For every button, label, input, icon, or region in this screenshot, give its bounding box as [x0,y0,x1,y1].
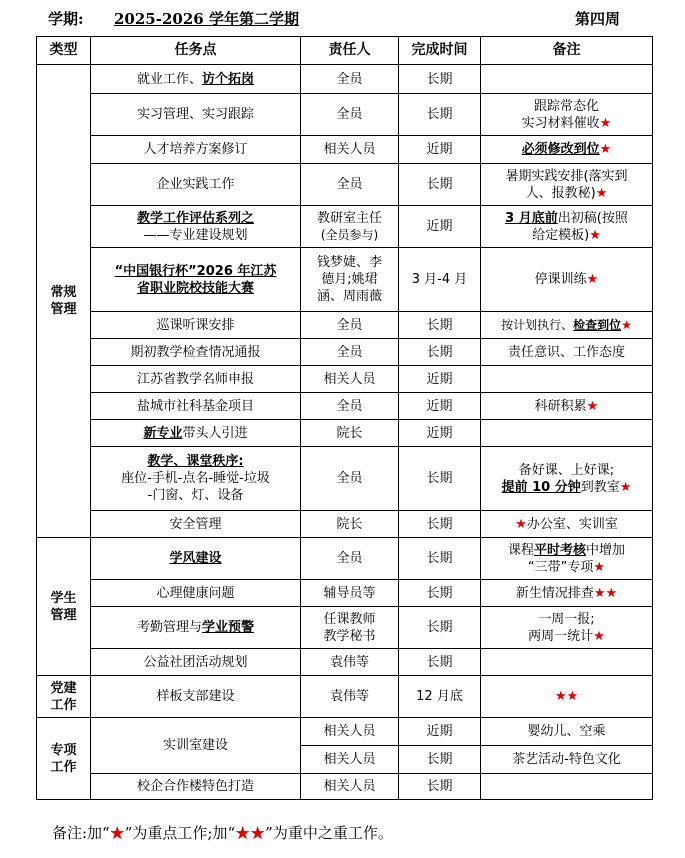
time-cell: 长期 [399,746,481,774]
owner-cell: 全员 [301,312,399,339]
column-header-type: 类型 [37,37,91,65]
time-cell: 长期 [399,312,481,339]
table-row [37,607,653,649]
note-cell [481,65,653,94]
time-cell: 长期 [399,774,481,800]
category-routine: 常规管理 [37,65,91,538]
column-header-task: 任务点 [91,37,301,65]
table-row [37,339,653,366]
task-cell: 新专业带头人引进 [91,420,301,447]
task-cell: “中国银行杯”2026 年江苏 省职业院校技能大赛 [91,248,301,312]
table-row [37,774,653,800]
note-cell [481,649,653,676]
column-header-note: 备注 [481,37,653,65]
star-icon: ★ [595,185,608,201]
time-cell: 近期 [399,136,481,164]
owner-cell: 全员 [301,94,399,136]
time-cell: 长期 [399,65,481,94]
table-row [37,206,653,248]
table-row [37,447,653,511]
note-cell: 科研积累★ [481,393,653,420]
owner-cell: 辅导员等 [301,580,399,607]
time-cell: 3 月-4 月 [399,248,481,312]
column-header-owner: 责任人 [301,37,399,65]
term-label: 学期: [48,10,84,28]
task-cell: 考勤管理与学业预警 [91,607,301,649]
owner-cell: 袁伟等 [301,676,399,718]
owner-cell: 院长 [301,511,399,538]
note-cell [481,420,653,447]
task-cell: 样板支部建设 [91,676,301,718]
task-cell: 盐城市社科基金项目 [91,393,301,420]
note-cell: 责任意识、工作态度 [481,339,653,366]
owner-cell: 相关人员 [301,746,399,774]
term-value: 2025-2026 学年第二学期 [114,10,299,28]
star-icon: ★ [109,824,125,842]
double-star-icon: ★★ [593,585,618,601]
time-cell: 12 月底 [399,676,481,718]
note-cell: 备好课、上好课; 提前 10 分钟到教室★ [481,447,653,511]
column-header-time: 完成时间 [399,37,481,65]
task-cell: 学风建设 [91,538,301,580]
header [48,6,628,30]
table-row [37,366,653,393]
star-icon: ★ [621,317,632,332]
time-cell: 长期 [399,607,481,649]
note-cell [481,774,653,800]
task-cell: 人才培养方案修订 [91,136,301,164]
time-cell: 长期 [399,447,481,511]
note-cell: 3 月底前出初稿(按照 给定模板)★ [481,206,653,248]
note-cell: 茶艺活动-特色文化 [481,746,653,774]
note-cell: ★办公室、实训室 [481,511,653,538]
owner-cell: 全员 [301,447,399,511]
star-icon: ★ [586,398,599,414]
note-cell: 婴幼儿、空乘 [481,718,653,746]
note-cell: 一周一报; 两周一统计★ [481,607,653,649]
table-row [37,580,653,607]
note-cell: 停课训练★ [481,248,653,312]
note-cell: 必须修改到位★ [481,136,653,164]
table-row [37,312,653,339]
time-cell: 长期 [399,649,481,676]
note-cell: 课程平时考核中增加 “三带”专项★ [481,538,653,580]
task-cell: 就业工作、访个拓岗 [91,65,301,94]
owner-cell: 钱梦婕、李 德月;姚珺 涵、周雨薇 [301,248,399,312]
owner-cell: 相关人员 [301,718,399,746]
owner-cell: 教研室主任 (全员参与) [301,206,399,248]
week-label: 第四周 [574,10,620,28]
task-cell: 安全管理 [91,511,301,538]
task-cell: 企业实践工作 [91,164,301,206]
owner-cell: 院长 [301,420,399,447]
category-party: 党建工作 [37,676,91,718]
table-row [37,538,653,580]
time-cell: 长期 [399,580,481,607]
table-row [37,94,653,136]
star-icon: ★ [599,115,612,131]
owner-cell: 全员 [301,164,399,206]
time-cell: 近期 [399,420,481,447]
time-cell: 长期 [399,94,481,136]
table-row [37,511,653,538]
task-cell: 校企合作楼特色打造 [91,774,301,800]
table-row [37,248,653,312]
owner-cell: 全员 [301,538,399,580]
time-cell: 长期 [399,511,481,538]
table-row [37,718,653,746]
task-cell: 教学工作评估系列之 ——专业建设规划 [91,206,301,248]
time-cell: 近期 [399,393,481,420]
star-icon: ★ [515,516,527,532]
owner-cell: 相关人员 [301,136,399,164]
time-cell: 长期 [399,164,481,206]
owner-cell: 任课教师 教学秘书 [301,607,399,649]
star-icon: ★ [619,479,632,495]
table-row [37,676,653,718]
footnote: 备注:加“★”为重点工作;加“★★”为重中之重工作。 [52,824,393,842]
note-cell: 新生情况排查★★ [481,580,653,607]
task-cell: 巡课听课安排 [91,312,301,339]
task-cell: 期初教学检查情况通报 [91,339,301,366]
owner-cell: 相关人员 [301,774,399,800]
task-cell: 心理健康问题 [91,580,301,607]
note-cell: 跟踪常态化 实习材料催收★ [481,94,653,136]
star-icon: ★ [599,142,612,157]
owner-cell: 全员 [301,339,399,366]
category-student: 学生管理 [37,538,91,676]
star-icon: ★ [589,227,601,243]
table-row [37,136,653,164]
time-cell: 长期 [399,339,481,366]
table-row [37,164,653,206]
table-row [37,65,653,94]
time-cell: 近期 [399,206,481,248]
category-special: 专项工作 [37,718,91,800]
time-cell: 近期 [399,366,481,393]
note-cell: 暑期实践安排(落实到 人、报教秘)★ [481,164,653,206]
owner-cell: 全员 [301,393,399,420]
note-cell: 按计划执行、检查到位★ [481,312,653,339]
table-header-row [37,37,653,65]
task-cell: 江苏省教学名师申报 [91,366,301,393]
star-icon: ★ [593,628,605,644]
task-cell: 实训室建设 [91,718,301,774]
table-row [37,420,653,447]
table-row [37,649,653,676]
owner-cell: 相关人员 [301,366,399,393]
task-cell: 实习管理、实习跟踪 [91,94,301,136]
owner-cell: 袁伟等 [301,649,399,676]
star-icon: ★ [586,272,599,287]
time-cell: 近期 [399,718,481,746]
table-row [37,393,653,420]
note-cell [481,366,653,393]
double-star-icon: ★★ [554,689,579,704]
task-cell: 教学、课堂秩序: 座位-手机-点名-睡觉-垃圾 -门窗、灯、设备 [91,447,301,511]
star-icon: ★ [593,559,606,575]
owner-cell: 全员 [301,65,399,94]
schedule-table [36,36,653,800]
task-cell: 公益社团活动规划 [91,649,301,676]
time-cell: 长期 [399,538,481,580]
double-star-icon: ★★ [235,824,266,842]
note-cell [481,676,653,718]
